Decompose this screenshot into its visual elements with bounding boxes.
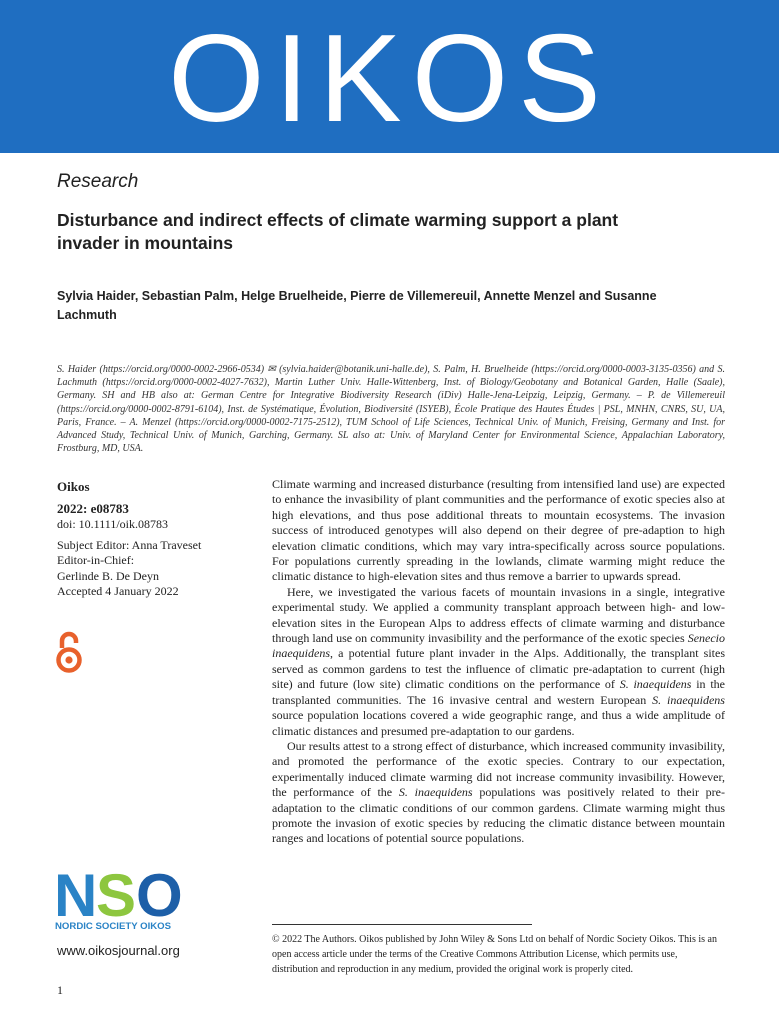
abstract-paragraph-2: Here, we investigated the various facets of mountain invasions in a single, integrative experimental study. We applied a community transplant approach between high- and low-elevation sites in the European Alps to address effects of climate warming and disturbance through land use on community invasibility and the performance of the exotic species Senecio inaequidens, a potential future plant invader in the Alps. Additionally, the transplant sites served as common gardens to test the influence of climatic pre-adaptation to current (high site) and future (low site) climatic conditions on the performance of S. inaequidens in the transplanted communities. The 16 invasive central and western European S. inaequidens source population locations covered a wide geographic range, and thus a wide amplitude of climatic distances and presumed pre-adaptation to our gardens. xyxy=(272,584,725,738)
editor-in-chief-label: Editor-in-Chief: xyxy=(57,553,135,567)
abstract xyxy=(272,477,725,847)
article-info-sidebar xyxy=(57,478,257,600)
journal-logo: OIKOS xyxy=(168,9,611,148)
journal-header-banner xyxy=(0,0,779,153)
footnote-divider xyxy=(272,924,532,925)
society-logo-caption: NORDIC SOCIETY OIKOS xyxy=(55,921,172,932)
journal-name: Oikos xyxy=(57,479,90,494)
author-affiliations: S. Haider (https://orcid.org/0000-0002-2966-0534) ✉ (sylvia.haider@botanik.uni-halle.de), S. Palm, H. Bruelheide (https://orcid.org/0000-0003-3135-0356) and S. Lachmuth (https://orcid.org/0000-0002-4027-7632), Martin Luther Univ. Halle-Wittenberg, Inst. of Biology/Geobotany and Botanical Garden, Halle (Saale), Germany. SH and HB also at: German Centre for Integrative Biodiversity Research (iDiv) Halle-Jena-Leipzig, Leipzig, Germany. – P. de Villemereuil (https://orcid.org/0000-0002-8791-6104), Inst. de Systématique, Évolution, Biodiversité (ISYEB), École Pratique des Hautes Études | PSL, MNHN, CNRS, SU, UA, Paris, France. – A. Menzel (https://orcid.org/0000-0002-7175-2512), TUM School of Life Sciences, Technical Univ. of Munich, Freising, Germany and Inst. for Advanced Study, Technical Univ. of Munich, Garching, Germany. SL also at: Univ. of Maryland Center for Environmental Science, Appalachian Laboratory, Frostburg, MD, USA. xyxy=(57,364,725,455)
svg-text:N: N xyxy=(54,862,96,929)
species-name: S. inaequidens xyxy=(398,785,473,800)
subject-editor: Subject Editor: Anna Traveset xyxy=(57,537,202,552)
article-title: Disturbance and indirect effects of climate warming support a plant invader in mountains xyxy=(57,210,619,253)
abstract-paragraph-1: Climate warming and increased disturbance (resulting from intensified land use) are expected to enhance the invasibility of plant communities and the performance of exotic species also at high elevations, and thus pose additional threats to mountain ecosystems. The invasion success of introduced genotypes will also depend on their degree of pre-adaption to high elevation climatic conditions, which may vary intra-specifically across source populations. For populations currently spreading in the lowlands, climate warming might reduce the climatic distance to high-elevation sites and thus remove a barrier to upwards spread. xyxy=(272,477,725,584)
copyright-notice: © 2022 The Authors. Oikos published by John Wiley & Sons Ltd on behalf of Nordic Society Oikos. This is an open access article under the terms of the Creative Commons Attribution License, which permits use, distribution and reproduction in any medium, provided the original work is properly cited. xyxy=(272,934,717,975)
article-number: 2022: e08783 xyxy=(57,501,129,516)
author-list: Sylvia Haider, Sebastian Palm, Helge Bruelheide, Pierre de Villemereuil, Annette Menzel and Susanne Lachmuth xyxy=(57,289,657,322)
doi[interactable]: doi: 10.1111/oik.08783 xyxy=(57,517,168,531)
accepted-date: Accepted 4 January 2022 xyxy=(57,584,179,598)
species-name: S. inaequidens xyxy=(619,677,692,692)
article-type: Research xyxy=(57,171,139,192)
nordic-society-oikos-logo xyxy=(52,862,192,932)
abstract-paragraph-3: Our results attest to a strong effect of disturbance, which increased community invasibility, and promoted the performance of the exotic species. Contrary to our expectation, experimentally induced climate warming did not increase community invasibility. However, the performance of the S. inaequidens populations was positively related to their pre-adaptation to the climatic conditions of our common gardens. Climate warming might thus promote the invasion of exotic species by reducing the climatic distance between mountain ranges and locations of potential source populations. xyxy=(272,738,725,846)
open-access-icon xyxy=(55,630,83,674)
editor-in-chief-name: Gerlinde B. De Deyn xyxy=(57,568,159,583)
journal-website-link[interactable]: www.oikosjournal.org xyxy=(57,943,180,958)
species-name: Senecio inaequidens xyxy=(272,631,725,661)
page-number: 1 xyxy=(57,983,63,997)
svg-text:S: S xyxy=(96,862,135,929)
svg-text:O: O xyxy=(136,862,181,929)
species-name: S. inaequidens xyxy=(652,692,725,707)
